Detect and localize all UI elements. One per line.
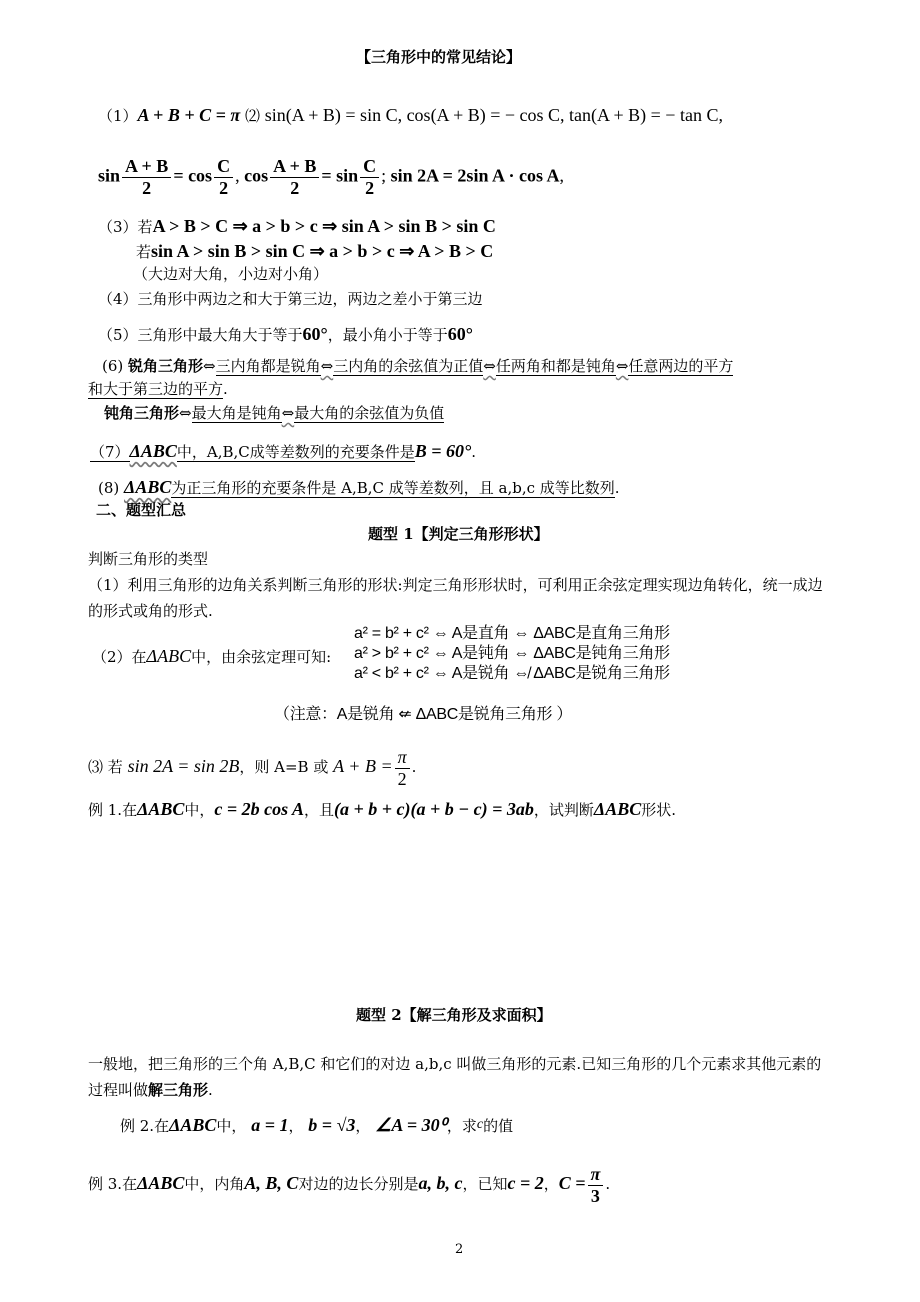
numerator: C xyxy=(214,156,233,178)
type-2-intro-text: 一般地，把三角形的三个角 A,B,C 和它们的对边 a,b,c 叫做三角形的元素.已知三角形的几个元素求其他元素的过程叫做 xyxy=(88,1055,822,1099)
paragraph-3-text: ，则 A=B 或 xyxy=(239,758,329,777)
denominator: 3 xyxy=(590,1185,600,1206)
numerator: A + B xyxy=(270,156,319,178)
iff-arrow: ⇔ xyxy=(615,357,629,375)
fraction-pi-over-3 xyxy=(588,1164,604,1206)
separator: , xyxy=(559,165,564,186)
condition-4-continued: 和大于第三边的平方 xyxy=(88,380,224,398)
triangle-abc: ΔABC xyxy=(124,477,172,497)
conclusion-3-number: （3） xyxy=(98,218,138,236)
numerator: π xyxy=(588,1164,604,1186)
example-3 xyxy=(88,1164,610,1206)
angle-a-equals-30: ∠A = 30⁰ xyxy=(375,1115,447,1135)
a-equals-1: a = 1 xyxy=(251,1115,289,1135)
type-1-intro: 判断三角形的类型 xyxy=(88,550,209,568)
period: . xyxy=(471,443,476,461)
separator: , xyxy=(235,165,240,186)
type-2-intro xyxy=(88,1052,833,1103)
type-1-paragraph-1: （1）利用三角形的边角关系判断三角形的形状:判定三角形形状时，可利用正余弦定理实现边角转化，统一成边的形式或角的形式. xyxy=(88,576,823,620)
conclusion-3-formula-1: A > B > C ⇒ a > b > c ⇒ sin A > sin B > sin C xyxy=(152,216,496,236)
example-text: ，且 xyxy=(304,801,335,819)
fraction-pi-over-2 xyxy=(395,747,410,789)
b-equals-sqrt3: b = √3 xyxy=(308,1115,356,1135)
page-title: 【三角形中的常见结论】 xyxy=(356,48,522,66)
angles-abc: A, B, C xyxy=(244,1173,299,1194)
cosine-rule-row-3: a² < b² + c² ⇔ A是锐角 ⇎ ΔABC是锐角三角形 xyxy=(354,665,670,682)
conclusion-6-number: (6) xyxy=(102,357,124,375)
fraction-a-plus-b-over-2 xyxy=(122,156,171,198)
conclusion-1 xyxy=(98,104,723,127)
cos-label: cos xyxy=(244,165,269,186)
conclusion-5-text: （5）三角形中最大角大于等于 xyxy=(98,326,303,344)
example-text: ，求 xyxy=(446,1117,477,1135)
type-2-title: 题型 2【解三角形及求面积】 xyxy=(356,1006,552,1024)
example-text: 的值 xyxy=(483,1117,514,1135)
conclusion-3-line-1 xyxy=(98,215,496,238)
condition-c-equation: c = 2b cos A xyxy=(214,799,304,819)
triangle-abc: ΔABC xyxy=(137,799,185,819)
type-1-title: 题型 1【判定三角形形状】 xyxy=(368,525,549,543)
conclusion-3-note: （大边对大角，小边对小角） xyxy=(133,265,329,283)
fraction-a-plus-b-over-2 xyxy=(270,156,319,198)
denominator: 2 xyxy=(142,177,152,198)
solve-triangle-term: 解三角形 xyxy=(148,1080,209,1099)
conclusion-2-formula: sin(A + B) = sin C, cos(A + B) = − cos C, tan(A + B) = − tan C, xyxy=(264,105,723,125)
condition-4: 任意两边的平方 xyxy=(628,357,734,375)
separator: ， xyxy=(355,1117,371,1135)
conclusion-7-number: （7） xyxy=(90,443,130,461)
half-angle-formulas xyxy=(98,156,564,198)
section-heading: 二、题型汇总 xyxy=(96,501,187,519)
example-text: ，试判断 xyxy=(533,801,594,819)
obtuse-triangle-label: 钝角三角形 xyxy=(104,404,180,422)
triangle-abc: ΔABC xyxy=(137,1173,185,1194)
if-label: 若 xyxy=(137,218,153,236)
conclusion-6-line-1 xyxy=(102,357,733,377)
obtuse-condition-2: 最大角的余弦值为负值 xyxy=(294,404,445,422)
angle-c-equation: C = xyxy=(558,1173,586,1194)
example-1-label: 例 1.在 xyxy=(88,801,138,819)
numerator: C xyxy=(360,156,379,178)
conclusion-8-text: 为正三角形的充要条件是 A,B,C 成等差数列，且 a,b,c 成等比数列 xyxy=(171,479,615,497)
fraction-c-over-2 xyxy=(214,156,233,198)
iff-arrow: ⇔ xyxy=(483,357,496,375)
example-text: ，已知 xyxy=(462,1175,508,1194)
conclusion-6-line-2 xyxy=(88,380,228,400)
sum-equation: A + B = xyxy=(333,756,393,777)
cosine-rule-row-2: a² > b² + c² ⇔ A是钝角 ⇔ ΔABC是钝角三角形 xyxy=(354,645,670,662)
conclusion-4: （4）三角形中两边之和大于第三边，两边之差小于第三边 xyxy=(98,290,483,308)
paragraph-3-number: ⑶ 若 xyxy=(88,758,123,777)
example-1 xyxy=(88,798,676,821)
separator: ; xyxy=(381,165,387,186)
denominator: 2 xyxy=(219,177,229,198)
type-1-paragraph-3 xyxy=(88,747,416,789)
period: . xyxy=(614,479,620,497)
sixty-degrees: 60° xyxy=(447,324,473,344)
iff-arrow: ⇔ xyxy=(281,404,295,422)
conclusion-5-text-2: ，最小角小于等于 xyxy=(327,326,448,344)
example-3-label: 例 3.在 xyxy=(88,1175,138,1194)
double-angle-formula: sin 2A = 2sin A · cos A xyxy=(390,165,560,186)
triangle-abc: ΔABC xyxy=(169,1115,217,1135)
numerator: π xyxy=(395,747,410,769)
iff-arrow: ⇔ xyxy=(179,404,192,422)
example-2-label: 例 2.在 xyxy=(120,1117,170,1135)
conclusion-2-number: ⑵ xyxy=(244,107,260,125)
conclusion-6-line-3 xyxy=(104,404,444,424)
conclusion-3-formula-2: sin A > sin B > sin C ⇒ a > b > c ⇒ A > B > C xyxy=(151,241,494,261)
obtuse-condition-1: 最大角是钝角 xyxy=(191,404,282,422)
conclusion-3-line-2 xyxy=(136,240,493,263)
conclusion-7 xyxy=(90,440,476,463)
fraction-c-over-2 xyxy=(360,156,379,198)
numerator: A + B xyxy=(122,156,171,178)
iff-arrow: ⇔ xyxy=(320,357,334,375)
condition-product-equation: (a + b + c)(a + b − c) = 3ab xyxy=(334,799,534,819)
type-1-note: （注意：A是锐角 ⇍ ΔABC是锐角三角形 ） xyxy=(274,706,573,723)
sides-abc: a, b, c xyxy=(418,1173,463,1194)
c-variable: c xyxy=(476,1117,484,1132)
b-equals-60: B = 60° xyxy=(414,441,472,461)
conclusion-1-number: （1） xyxy=(98,107,138,125)
triangle-abc: ΔABC xyxy=(146,646,192,666)
equals-sin: = sin xyxy=(321,165,359,186)
conclusion-1-formula: A + B + C = π xyxy=(137,105,241,125)
example-text: 中，内角 xyxy=(184,1175,245,1194)
iff-arrow: ⇔ xyxy=(203,357,216,375)
example-text: 中， xyxy=(184,801,215,819)
conclusion-7-text: 中，A,B,C成等差数列的充要条件是 xyxy=(176,443,415,461)
type-1-paragraph-2 xyxy=(92,645,331,668)
condition-2: 三内角的余弦值为正值 xyxy=(333,357,484,375)
conclusion-5 xyxy=(98,323,473,346)
conclusion-8-number: (8) xyxy=(98,479,120,497)
paragraph-2-number: （2）在 xyxy=(92,648,147,666)
period: . xyxy=(223,380,228,398)
acute-triangle-label: 锐角三角形 xyxy=(128,357,204,375)
page-number: 2 xyxy=(455,1242,464,1257)
conclusion-8 xyxy=(98,476,620,499)
paragraph-2-text: 中，由余弦定理可知: xyxy=(191,648,332,666)
period: . xyxy=(208,1080,213,1099)
if-label: 若 xyxy=(136,243,152,261)
equals-cos: = cos xyxy=(173,165,213,186)
condition-1: 三内角都是锐角 xyxy=(215,357,321,375)
period: . xyxy=(411,758,417,777)
denominator: 2 xyxy=(290,177,300,198)
triangle-abc: ΔABC xyxy=(129,441,177,461)
sin-equation: sin 2A = sin 2B xyxy=(127,756,240,777)
denominator: 2 xyxy=(365,177,375,198)
separator: ， xyxy=(543,1175,559,1194)
separator: ， xyxy=(288,1117,304,1135)
cosine-rule-row-1: a² = b² + c² ⇔ A是直角 ⇔ ΔABC是直角三角形 xyxy=(354,625,670,642)
triangle-abc: ΔABC xyxy=(593,799,642,819)
example-text: 对边的边长分别是 xyxy=(298,1175,419,1194)
condition-3: 任两角和都是钝角 xyxy=(495,357,616,375)
example-text: 形状. xyxy=(641,801,677,819)
example-text: 中， xyxy=(216,1117,247,1135)
denominator: 2 xyxy=(397,768,407,789)
sixty-degrees: 60° xyxy=(302,324,328,344)
period: . xyxy=(605,1175,611,1194)
c-equals-2: c = 2 xyxy=(507,1173,544,1194)
sin-label: sin xyxy=(98,165,121,186)
example-2 xyxy=(120,1114,513,1137)
